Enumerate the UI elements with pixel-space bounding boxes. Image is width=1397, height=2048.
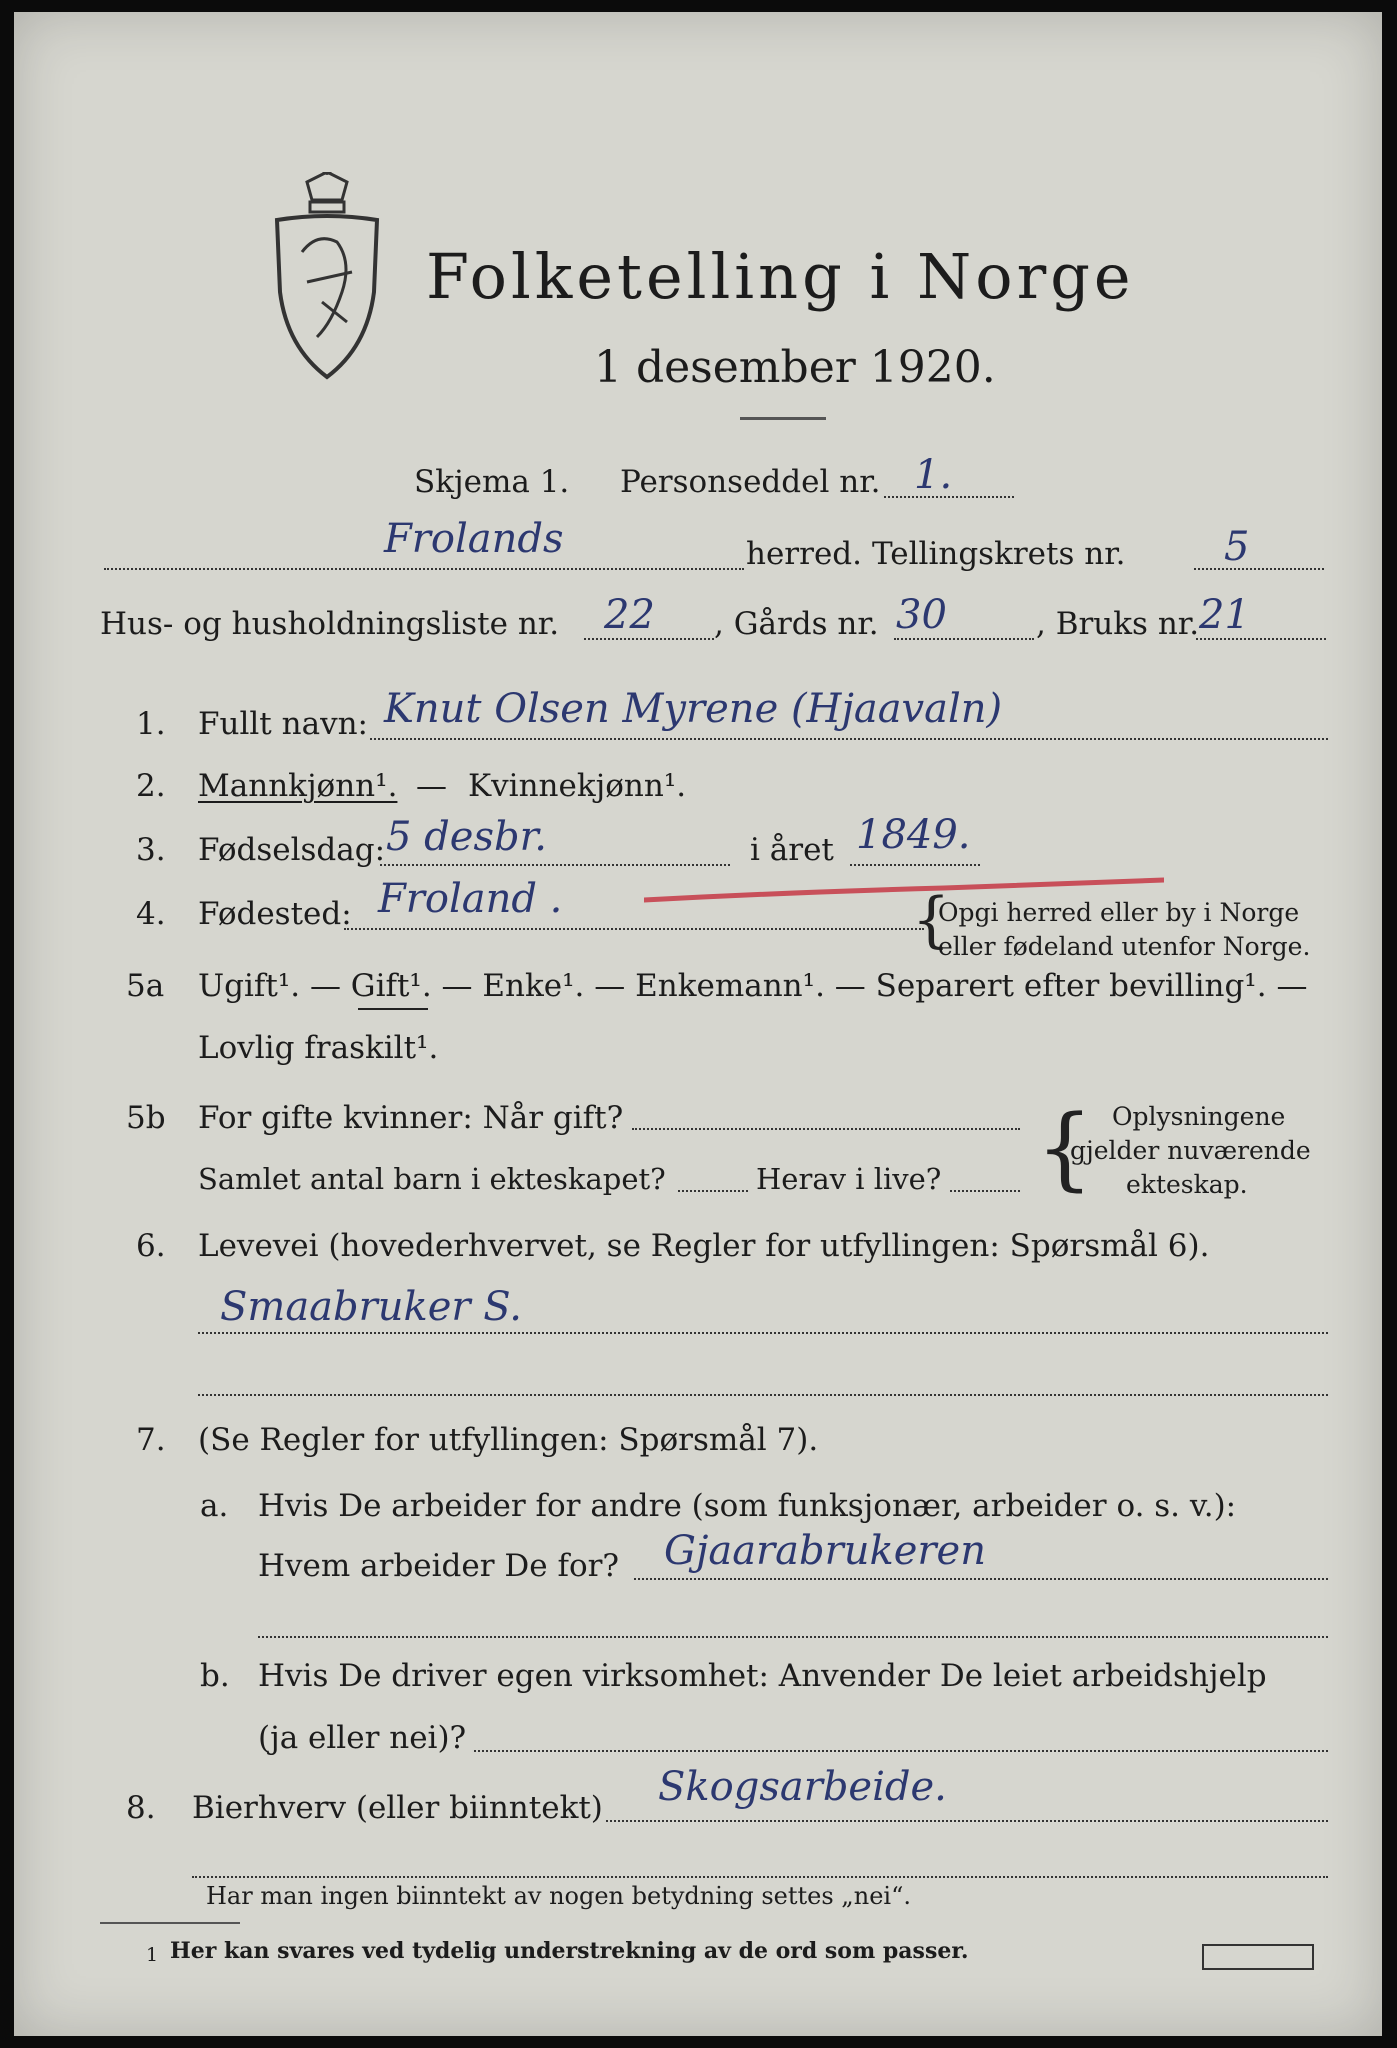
- tellingskrets-value[interactable]: 5: [1224, 524, 1250, 570]
- q7-label: (Se Regler for utfyllingen: Spørsmål 7).: [198, 1422, 819, 1458]
- q7a-line-2: Hvem arbeider De for?: [258, 1548, 620, 1584]
- q7a-dots: [634, 1578, 1328, 1580]
- skjema-label: Skjema 1.: [414, 464, 570, 500]
- q2-separator: —: [416, 768, 447, 804]
- male-option[interactable]: Mannkjønn¹.: [198, 768, 398, 804]
- q7b-line-1: Hvis De driver egen virksomhet: Anvender De leiet arbeidshjelp: [258, 1658, 1267, 1694]
- title-divider: [740, 417, 826, 420]
- q8-dots: [606, 1820, 1328, 1822]
- q7b-dots: [474, 1750, 1328, 1752]
- q6-dots-2: [198, 1394, 1328, 1396]
- herred-dots: [104, 568, 744, 570]
- hus-value[interactable]: 22: [604, 592, 655, 638]
- personseddel-label: Personseddel nr.: [620, 464, 881, 500]
- q5a-number: 5a: [126, 968, 165, 1004]
- q5b-alive-label: Herav i live?: [756, 1162, 942, 1196]
- tellingskrets-label: Tellingskrets nr.: [872, 536, 1126, 572]
- q1-number: 1.: [136, 706, 166, 742]
- personseddel-value[interactable]: 1.: [914, 452, 953, 498]
- bruks-label: , Bruks nr.: [1036, 606, 1200, 642]
- q8-label: Bierhverv (eller biinntekt): [192, 1790, 603, 1826]
- q3-number: 3.: [136, 832, 166, 868]
- marital-status-options[interactable]: Ugift¹. — Gift¹. — Enke¹. — Enkemann¹. — Separert efter bevilling¹. —: [198, 968, 1308, 1004]
- q5b-children-dots: [678, 1190, 748, 1192]
- q7a-dots-2: [258, 1636, 1328, 1638]
- q7b-number: b.: [200, 1658, 230, 1694]
- page-title: Folketelling i Norge: [426, 240, 1135, 313]
- female-option[interactable]: Kvinnekjønn¹.: [468, 768, 687, 804]
- q5b-line-1: For gifte kvinner: Når gift?: [198, 1100, 624, 1136]
- q8-dots-2: [192, 1876, 1328, 1878]
- q3-year-label: i året: [750, 832, 834, 868]
- herred-label: herred.: [746, 536, 862, 572]
- q5b-alive-dots: [950, 1190, 1020, 1192]
- herred-value[interactable]: Frolands: [384, 516, 564, 562]
- q4-dots: [344, 928, 924, 930]
- hus-dots: [584, 638, 714, 640]
- gift-underline: [358, 1008, 428, 1010]
- q7-number: 7.: [136, 1422, 166, 1458]
- q6-label: Levevei (hovederhvervet, se Regler for utfyllingen: Spørsmål 6).: [198, 1228, 1210, 1264]
- q4-note-2: eller fødeland utenfor Norge.: [938, 932, 1311, 961]
- q7a-number: a.: [200, 1488, 229, 1524]
- q5b-note-1: Oplysningene: [1112, 1102, 1286, 1131]
- q5b-note-3: ekteskap.: [1126, 1170, 1248, 1199]
- q3-year-dots: [850, 864, 980, 866]
- printer-stamp: [1202, 1944, 1314, 1970]
- footnote-text: Her kan svares ved tydelig understrekning av de ord som passer.: [170, 1938, 969, 1964]
- birth-year-value[interactable]: 1849.: [856, 812, 971, 858]
- q5b-married-dots: [632, 1128, 1020, 1130]
- census-date: 1 desember 1920.: [594, 342, 996, 393]
- census-form: [14, 12, 1382, 2036]
- birthday-value[interactable]: 5 desbr.: [386, 814, 548, 860]
- gards-label: , Gårds nr.: [714, 606, 879, 642]
- q3-label: Fødselsdag:: [198, 832, 386, 868]
- q5b-brace: {: [1036, 1096, 1094, 1201]
- divorced-option[interactable]: Lovlig fraskilt¹.: [198, 1030, 439, 1066]
- side-income-value[interactable]: Skogsarbeide.: [658, 1764, 947, 1810]
- bruks-value[interactable]: 21: [1199, 592, 1250, 638]
- q1-label: Fullt navn:: [198, 706, 368, 742]
- q3-dots: [380, 864, 730, 866]
- gards-value[interactable]: 30: [896, 592, 947, 638]
- q8-number: 8.: [126, 1790, 156, 1826]
- q5b-number: 5b: [126, 1100, 166, 1136]
- q5b-note-2: gjelder nuværende: [1070, 1136, 1311, 1165]
- q6-dots-1: [198, 1332, 1328, 1334]
- occupation-value[interactable]: Smaabruker S.: [220, 1284, 522, 1330]
- footnote-rule: [100, 1922, 240, 1924]
- bruks-dots: [1196, 638, 1326, 640]
- q7a-line-1: Hvis De arbeider for andre (som funksjonær, arbeider o. s. v.):: [258, 1488, 1237, 1524]
- q6-number: 6.: [136, 1228, 166, 1264]
- hus-label: Hus- og husholdningsliste nr.: [100, 606, 560, 642]
- footnote-mark: 1: [146, 1944, 159, 1966]
- employer-value[interactable]: Gjaarabrukeren: [664, 1528, 986, 1574]
- q5b-children-label: Samlet antal barn i ekteskapet?: [198, 1162, 666, 1196]
- q4-brace: {: [912, 885, 951, 955]
- q1-dots: [370, 738, 1328, 740]
- q4-note-1: Opgi herred eller by i Norge: [938, 898, 1300, 927]
- no-income-note: Har man ingen biinntekt av nogen betydning settes „nei“.: [206, 1882, 911, 1910]
- coat-of-arms-icon: [262, 172, 392, 382]
- q2-number: 2.: [136, 768, 166, 804]
- gards-dots: [894, 638, 1034, 640]
- q4-label: Fødested:: [198, 896, 352, 932]
- tellingskrets-dots: [1194, 568, 1324, 570]
- full-name-value[interactable]: Knut Olsen Myrene (Hjaavaln): [384, 686, 1003, 732]
- q7b-line-2: (ja eller nei)?: [258, 1720, 467, 1756]
- birthplace-value[interactable]: Froland .: [378, 876, 563, 922]
- q4-number: 4.: [136, 896, 166, 932]
